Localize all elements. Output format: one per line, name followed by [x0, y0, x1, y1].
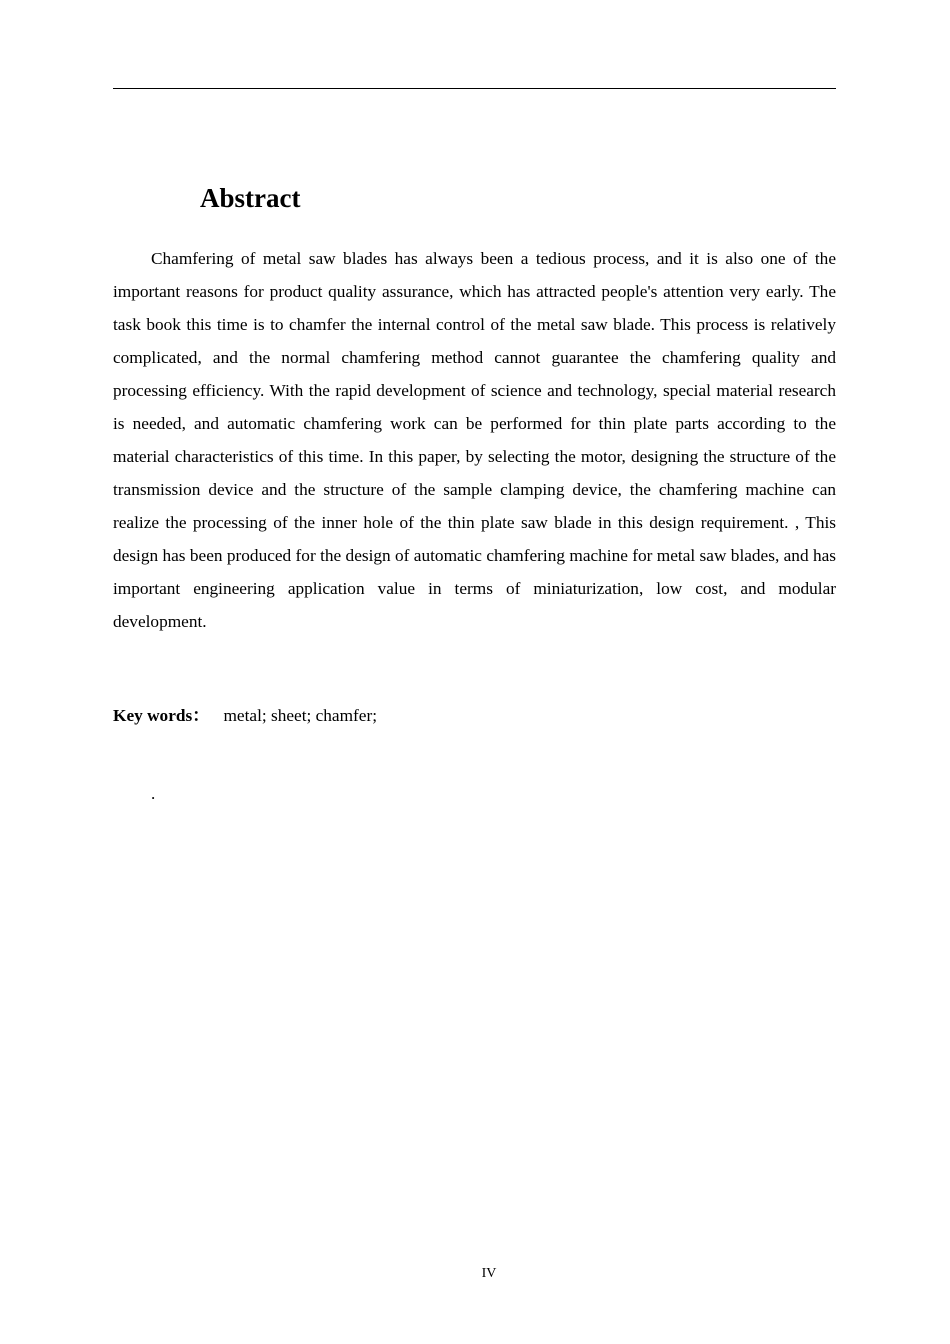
abstract-body: Chamfering of metal saw blades has always been a tedious process, and it is also one of the important reasons for product quality assurance, which has attracted people's attention very early. The task book this time is to chamfer the internal control of the metal saw blade. This process is relatively complicated, and the normal chamfering method cannot guarantee the chamfering quality and processing efficiency. With the rapid development of science and technology, special material research is needed, and automatic chamfering work can be performed for thin plate parts according to the material characteristics of this time. In this paper, by selecting the motor, designing the structure of the transmission device and the structure of the sample clamping device, the chamfering machine can realize the processing of the inner hole of the thin plate saw blade in this design requirement. , This design has been produced for the design of automatic chamfering machine for metal saw blades, and has important engineering application value in terms of miniaturization, low cost, and modular development. [113, 249, 836, 631]
abstract-title: Abstract [200, 183, 301, 213]
header-rule [113, 88, 836, 89]
keywords-label: Key words： [113, 706, 210, 725]
keywords-line [113, 703, 377, 729]
keywords-values: metal; sheet; chamfer; [223, 706, 378, 725]
stray-mark: . [151, 784, 156, 803]
page-number: IV [481, 1266, 497, 1281]
